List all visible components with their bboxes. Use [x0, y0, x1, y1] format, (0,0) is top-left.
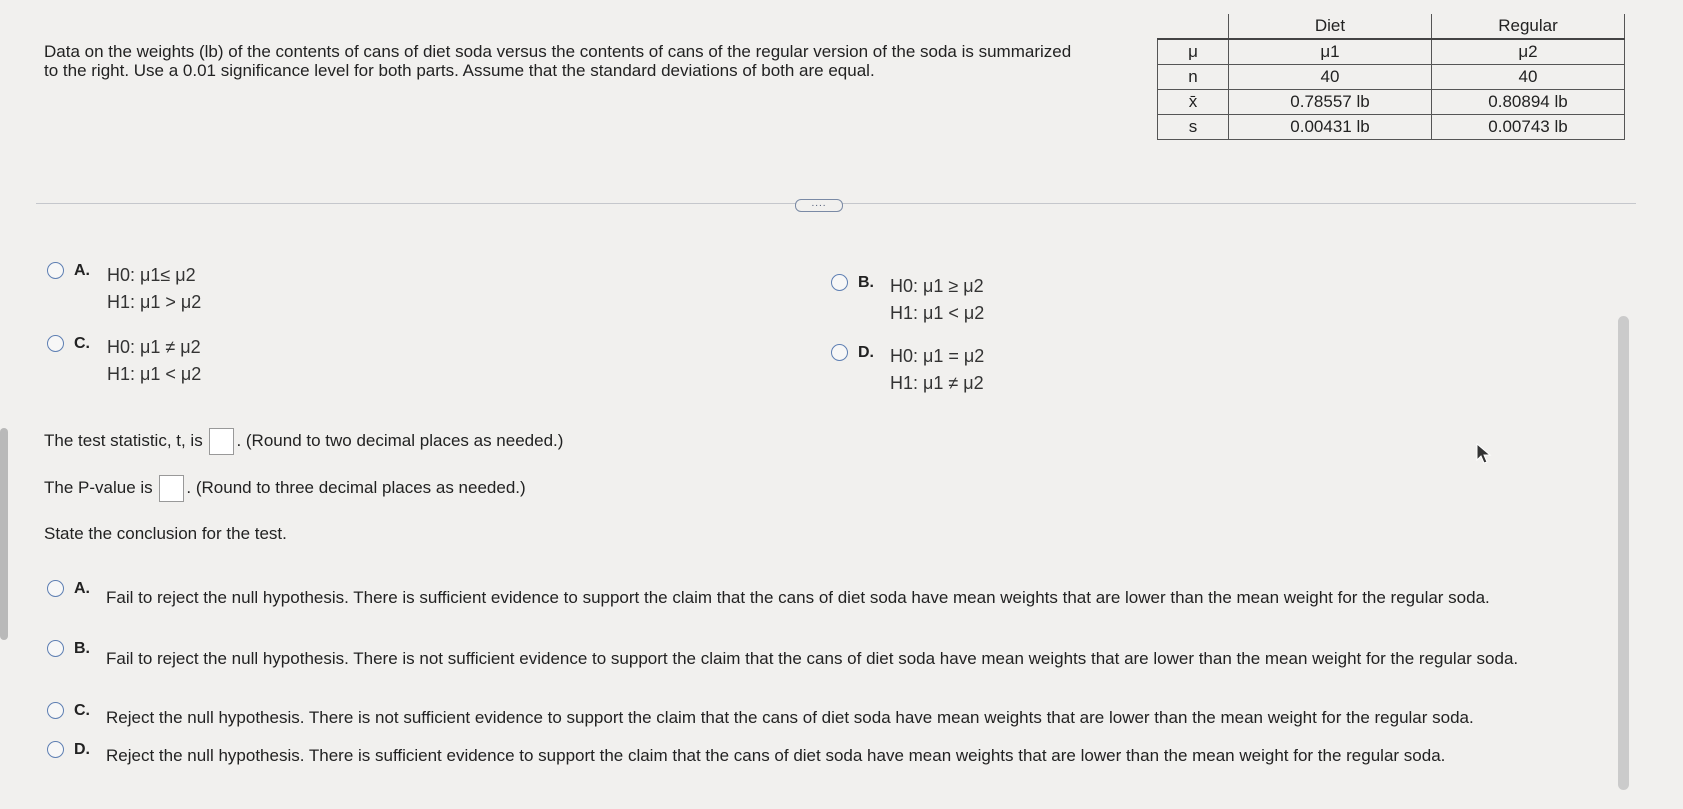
conclusion-prompt: State the conclusion for the test. [44, 524, 287, 543]
problem-intro: Data on the weights (lb) of the contents of cans of diet soda versus the contents of cans of the regular version of the soda is summarized to the right. Use a 0.01 significance level for both parts. Assume that the standard deviations of both are equal. [44, 42, 1072, 80]
table-cell: x̄ [1158, 90, 1229, 115]
test-statistic-suffix: . (Round to two decimal places as needed.) [236, 430, 564, 450]
vertical-scrollbar[interactable] [1618, 316, 1629, 790]
conclusion-d-letter: D. [74, 741, 90, 758]
hypothesis-a-letter: A. [74, 262, 90, 279]
hypothesis-b-radio[interactable] [831, 274, 848, 291]
conclusion-d-radio[interactable] [47, 741, 64, 758]
table-header-blank [1158, 14, 1229, 39]
table-cell: 0.00431 lb [1229, 115, 1432, 140]
table-row [1158, 39, 1625, 65]
conclusion-c-letter: C. [74, 702, 90, 719]
hypothesis-b-text [890, 273, 984, 327]
table-cell: s [1158, 115, 1229, 140]
hypothesis-c-radio[interactable] [47, 335, 64, 352]
hypothesis-a-h0: H0: μ1≤ μ2 [107, 265, 196, 285]
conclusion-a-letter: A. [74, 580, 90, 597]
hypothesis-c-h0: H0: μ1 ≠ μ2 [107, 337, 201, 357]
hypothesis-a-text [107, 262, 201, 316]
p-value-input[interactable] [159, 475, 184, 502]
table-row [1158, 65, 1625, 90]
hypothesis-c-letter: C. [74, 335, 90, 352]
conclusion-c-text: Reject the null hypothesis. There is not sufficient evidence to support the claim that the cans of diet soda have mean weights that are lower than the mean weight for the regular soda. [106, 708, 1474, 727]
hypothesis-c-text [107, 334, 201, 388]
test-statistic-input[interactable] [209, 428, 234, 455]
hypothesis-d-radio[interactable] [831, 344, 848, 361]
table-row [1158, 115, 1625, 140]
conclusion-b-letter: B. [74, 640, 90, 657]
conclusion-a-radio[interactable] [47, 580, 64, 597]
expand-button[interactable]: .... [795, 199, 843, 212]
table-header-regular: Regular [1432, 14, 1625, 39]
left-scrollbar[interactable] [0, 428, 8, 640]
p-value-line [44, 475, 526, 502]
hypothesis-d-h0: H0: μ1 = μ2 [890, 346, 985, 366]
hypothesis-b-h0: H0: μ1 ≥ μ2 [890, 276, 984, 296]
hypothesis-d-letter: D. [858, 344, 874, 361]
table-cell: 0.00743 lb [1432, 115, 1625, 140]
hypothesis-d-h1: H1: μ1 ≠ μ2 [890, 373, 984, 393]
table-cell: 0.80894 lb [1432, 90, 1625, 115]
table-cell: μ2 [1432, 39, 1625, 65]
table-cell: 40 [1229, 65, 1432, 90]
hypothesis-a-radio[interactable] [47, 262, 64, 279]
conclusion-a-text: Fail to reject the null hypothesis. There is sufficient evidence to support the claim that the cans of diet soda have mean weights that are lower than the mean weight for the regular soda. [106, 588, 1490, 607]
hypothesis-b-letter: B. [858, 274, 874, 291]
hypothesis-c-h1: H1: μ1 < μ2 [107, 364, 202, 384]
table-cell: 40 [1432, 65, 1625, 90]
conclusion-b-text: Fail to reject the null hypothesis. There is not sufficient evidence to support the claim that the cans of diet soda have mean weights that are lower than the mean weight for the regular soda. [106, 649, 1519, 668]
table-cell: μ [1158, 39, 1229, 65]
table-cell: μ1 [1229, 39, 1432, 65]
mouse-cursor-icon [1476, 443, 1492, 465]
hypothesis-a-h1: H1: μ1 > μ2 [107, 292, 202, 312]
p-value-prefix: The P-value is [44, 477, 153, 497]
table-cell: n [1158, 65, 1229, 90]
conclusion-c-radio[interactable] [47, 702, 64, 719]
table-row [1158, 90, 1625, 115]
table-header-diet: Diet [1229, 14, 1432, 39]
p-value-suffix: . (Round to three decimal places as needed.) [186, 477, 526, 497]
data-table [1157, 14, 1625, 140]
hypothesis-d-text [890, 343, 984, 397]
test-statistic-prefix: The test statistic, t, is [44, 430, 203, 450]
conclusion-d-text: Reject the null hypothesis. There is sufficient evidence to support the claim that the cans of diet soda have mean weights that are lower than the mean weight for the regular soda. [106, 746, 1446, 765]
table-cell: 0.78557 lb [1229, 90, 1432, 115]
table-header-row [1158, 14, 1625, 39]
conclusion-b-radio[interactable] [47, 640, 64, 657]
test-statistic-line [44, 428, 563, 455]
hypothesis-b-h1: H1: μ1 < μ2 [890, 303, 985, 323]
